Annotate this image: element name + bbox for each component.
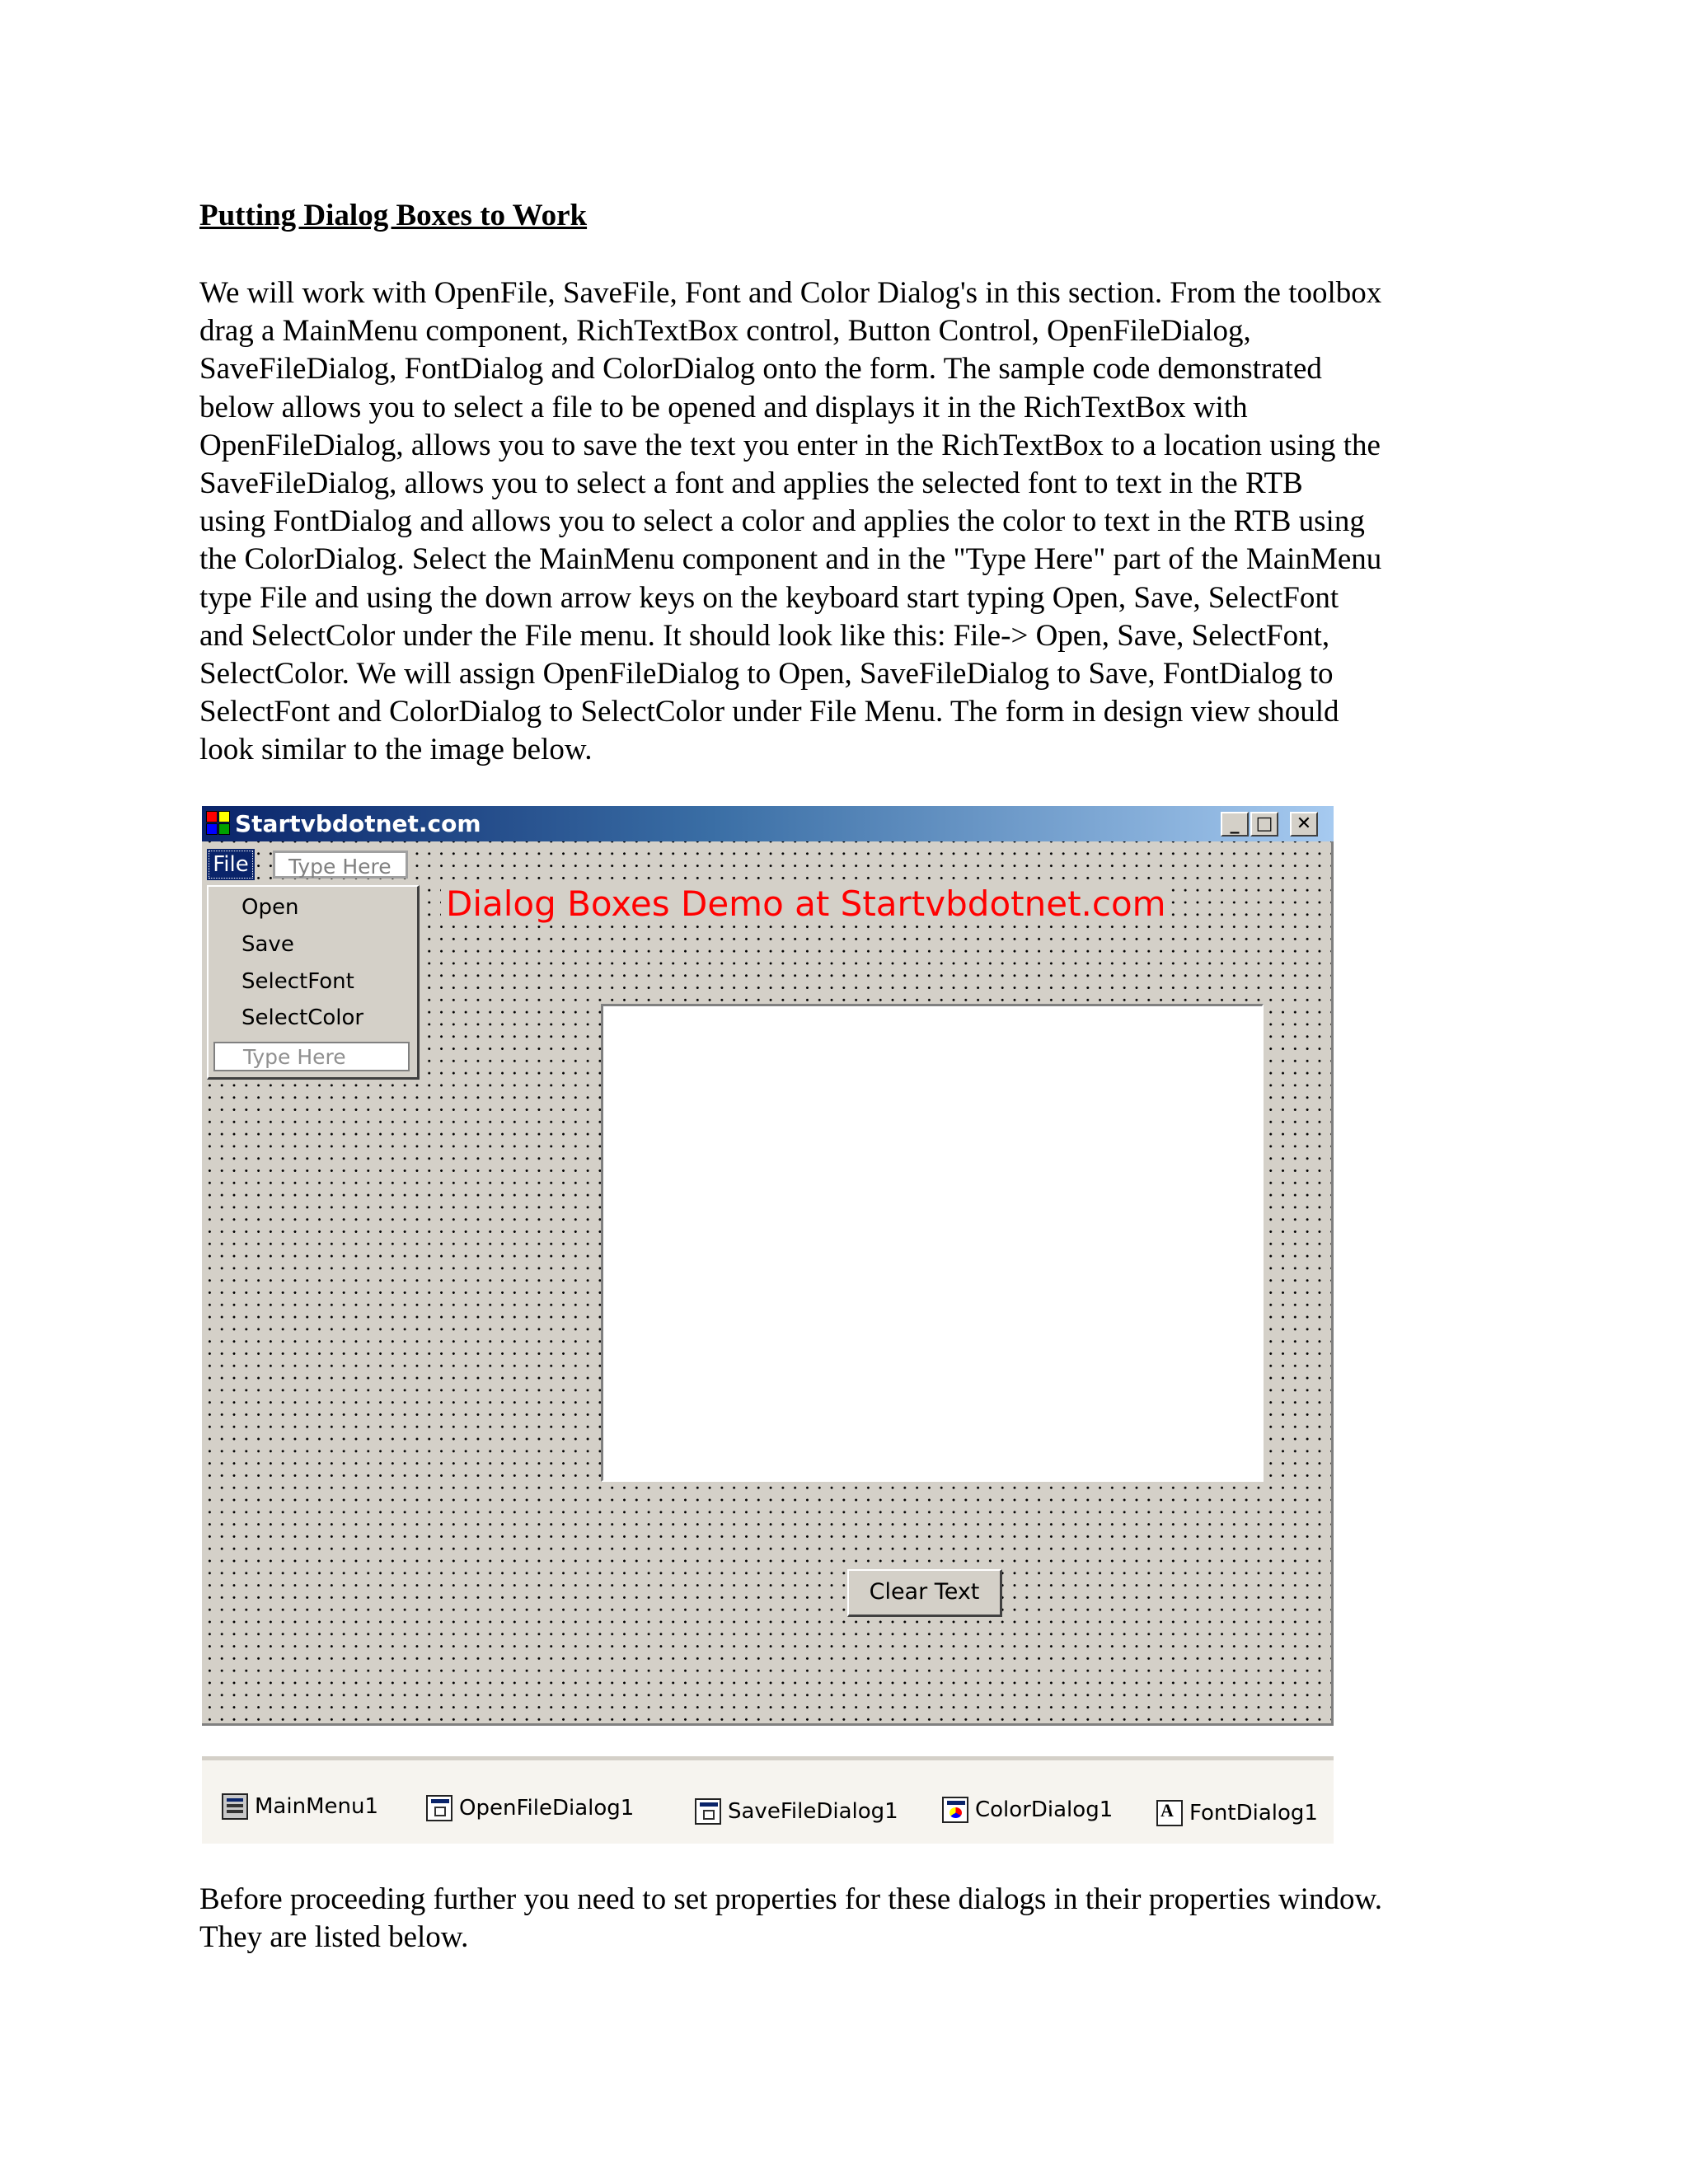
open-file-dialog-icon <box>426 1795 452 1821</box>
section-heading: Putting Dialog Boxes to Work <box>199 199 588 232</box>
main-menu-icon <box>222 1793 248 1820</box>
menu-item-save[interactable]: Save <box>241 932 294 957</box>
rich-text-box[interactable] <box>601 1004 1264 1482</box>
menu-file[interactable]: File <box>207 849 255 880</box>
file-menu-dropdown <box>207 885 420 1080</box>
paragraph-line: They are listed below. <box>199 1920 469 1955</box>
paragraph-line: SaveFileDialog, FontDialog and ColorDialog onto the form. The sample code demonstrated <box>199 352 1322 387</box>
save-file-dialog-icon <box>695 1798 721 1825</box>
tray-item-label: OpenFileDialog1 <box>459 1796 635 1821</box>
tray-item-colordialog[interactable] <box>942 1797 1113 1823</box>
intro-paragraph <box>199 274 1502 770</box>
dropdown-type-here[interactable]: Type Here <box>213 1042 410 1071</box>
color-dialog-icon <box>942 1797 968 1823</box>
component-tray <box>202 1756 1334 1844</box>
app-icon <box>206 811 231 836</box>
menu-item-open[interactable]: Open <box>241 895 299 920</box>
paragraph-line: below allows you to select a file to be opened and displays it in the RichTextBox with <box>199 390 1248 424</box>
paragraph-line: OpenFileDialog, allows you to save the text you enter in the RichTextBox to a location using the <box>199 428 1381 462</box>
tray-item-label: MainMenu1 <box>255 1794 378 1819</box>
paragraph-line: SaveFileDialog, allows you to select a font and applies the selected font to text in the RTB <box>199 466 1303 501</box>
paragraph-line: SelectFont and ColorDialog to SelectColor under File Menu. The form in design view should <box>199 695 1339 729</box>
paragraph-line: the ColorDialog. Select the MainMenu component and in the "Type Here" part of the MainMenu <box>199 542 1382 577</box>
paragraph-line: We will work with OpenFile, SaveFile, Font and Color Dialog's in this section. From the toolbox <box>199 276 1382 310</box>
demo-label: Dialog Boxes Demo at Startvbdotnet.com <box>441 883 1171 924</box>
tray-item-fontdialog[interactable] <box>1156 1800 1318 1826</box>
form-designer-window <box>202 806 1334 1726</box>
tray-item-label: SaveFileDialog1 <box>728 1799 898 1824</box>
tray-item-savefiledialog[interactable] <box>695 1798 898 1825</box>
paragraph-line: SelectColor. We will assign OpenFileDialog to Open, SaveFileDialog to Save, FontDialog to <box>199 657 1334 691</box>
menu-type-here[interactable]: Type Here <box>273 851 408 879</box>
window-title: Startvbdotnet.com <box>235 810 481 837</box>
paragraph-line: Before proceeding further you need to set properties for these dialogs in their properties window. <box>199 1882 1383 1916</box>
maximize-button[interactable]: □ <box>1250 812 1278 837</box>
tray-item-mainmenu[interactable] <box>222 1793 378 1820</box>
tray-item-label: ColorDialog1 <box>975 1797 1114 1822</box>
paragraph-line: and SelectColor under the File menu. It should look like this: File-> Open, Save, SelectFont, <box>199 618 1330 653</box>
paragraph-line: drag a MainMenu component, RichTextBox control, Button Control, OpenFileDialog, <box>199 314 1251 349</box>
menu-item-selectfont[interactable]: SelectFont <box>241 969 354 994</box>
menu-item-selectcolor[interactable]: SelectColor <box>241 1005 364 1030</box>
font-dialog-icon <box>1156 1800 1183 1826</box>
tray-item-openfiledialog[interactable] <box>426 1795 634 1821</box>
close-button[interactable]: ✕ <box>1290 812 1318 837</box>
closing-paragraph <box>199 1881 1502 1957</box>
paragraph-line: type File and using the down arrow keys on the keyboard start typing Open, Save, SelectFont <box>199 580 1339 615</box>
clear-text-button[interactable]: Clear Text <box>847 1569 1002 1617</box>
tray-item-label: FontDialog1 <box>1189 1801 1318 1825</box>
title-bar[interactable] <box>202 806 1334 841</box>
paragraph-line: using FontDialog and allows you to select a color and applies the color to text in the RTB using <box>199 504 1365 539</box>
minimize-button[interactable]: _ <box>1221 812 1249 837</box>
paragraph-line: look similar to the image below. <box>199 733 593 767</box>
